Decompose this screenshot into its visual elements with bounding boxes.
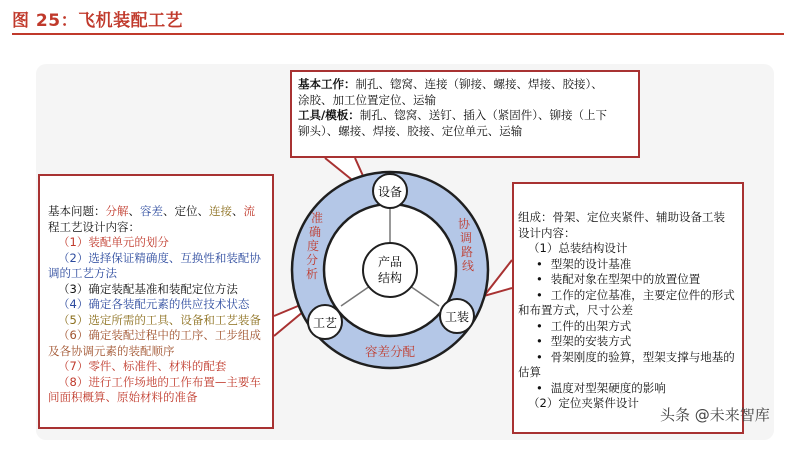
bullet-7: • 温度对型架硬度的影响 <box>518 381 736 397</box>
left-item-1: （1）装配单元的划分 <box>58 235 169 249</box>
left-item-2: （2）选择保证精确度、互换性和装配协 <box>58 250 261 265</box>
left-item-4: （4）确定各装配元素的供应技术状态 <box>58 297 250 311</box>
left-item-2-wrap: 调的工艺方法 <box>48 266 117 280</box>
top-line-2: 涂胶、加工位置定位、运输 <box>298 92 436 107</box>
center-circle <box>363 243 417 297</box>
left-item-8: （8）进行工作场地的工作布置—主要车 <box>58 374 261 389</box>
basic-questions-line: 基本问题：分解、容差、定位、连接、流 <box>48 204 255 218</box>
bullet-3: • 工作的定位基准，主要定位件的形式 <box>518 288 736 304</box>
top-line-4: 铆头）、螺接、焊接、胶接、定位单元、运输 <box>298 123 523 138</box>
tooling-label: 工具/模板： <box>298 108 360 122</box>
arc-left-char-5: 析 <box>305 267 319 281</box>
left-item-6: （6）确定装配过程中的工序、工步组成 <box>58 328 261 342</box>
arc-right-char-1: 协 <box>457 217 471 231</box>
top-line-1 <box>298 77 632 93</box>
figure-title: 图 25：飞机装配工艺 <box>12 11 184 31</box>
arc-left-char-2: 确 <box>308 225 322 239</box>
top-callout-box <box>290 70 640 158</box>
bullet-1: • 型架的设计基准 <box>518 257 736 273</box>
design-content-heading: 程工艺设计内容： <box>48 219 140 234</box>
basic-work-label: 基本工作： <box>298 77 356 91</box>
arc-left-char-1: 准 <box>310 211 324 225</box>
bullet-2: • 装配对象在型架中的放置位置 <box>518 272 736 288</box>
q-positioning: 定位 <box>174 204 198 218</box>
q-decompose: 分解 <box>105 204 129 218</box>
node-process-label: 工艺 <box>312 316 338 330</box>
left-item-8-wrap: 间面积概算、原始材料的准备 <box>48 390 198 404</box>
bullet-6-wrap: 估算 <box>518 365 541 379</box>
q-flow: 流 <box>243 204 255 218</box>
section-2: （2）定位夹紧件设计 <box>528 396 639 410</box>
arc-right-char-3: 路 <box>460 245 474 259</box>
node-tooling-label: 工装 <box>444 310 470 324</box>
center-label-2: 结构 <box>377 271 403 285</box>
arc-left-char-4: 分 <box>305 253 319 267</box>
watermark: 头条 @未来智库 <box>660 406 770 424</box>
basic-questions-label: 基本问题： <box>48 204 106 218</box>
right-callout-box <box>512 182 744 434</box>
left-item-6-wrap: 及各协调元素的装配顺序 <box>48 343 175 358</box>
node-equipment-label: 设备 <box>377 185 403 199</box>
arc-bottom-label: 容差分配 <box>364 344 416 359</box>
arc-right-char-2: 调 <box>459 231 473 245</box>
right-design-heading: 设计内容： <box>518 225 576 240</box>
left-item-3: （3）确定装配基准和装配定位方法 <box>58 281 238 296</box>
bullet-5: • 型架的安装方式 <box>518 334 736 350</box>
arc-right-char-4: 线 <box>461 259 475 273</box>
bullet-6: • 骨架刚度的验算，型架支撑与地基的 <box>518 350 736 366</box>
bullet-3-wrap: 和布置方式，尺寸公差 <box>518 303 633 317</box>
q-tolerance: 容差 <box>140 204 163 218</box>
section-1: （1）总装结构设计 <box>528 241 628 255</box>
tooling-text: 制孔、锪窝、送钉、插入（紧固件）、铆接（上下 <box>359 108 607 122</box>
left-item-5: （5）选定所需的工具、设备和工艺装备 <box>58 312 261 327</box>
composition-line: 组成：骨架、定位夹紧件、辅助设备工装 <box>518 210 725 224</box>
bullet-4: • 工件的出架方式 <box>518 319 736 335</box>
basic-work-text: 制孔、锪窝、连接（铆接、螺接、焊接、胶接）、 <box>355 77 603 91</box>
left-item-7: （7）零件、标准件、材料的配套 <box>58 359 227 373</box>
q-connection: 连接 <box>209 204 232 218</box>
top-line-3 <box>298 108 632 124</box>
arc-left-char-3: 度 <box>306 239 320 253</box>
left-callout-box <box>38 174 274 429</box>
center-label-1: 产品 <box>377 255 403 269</box>
